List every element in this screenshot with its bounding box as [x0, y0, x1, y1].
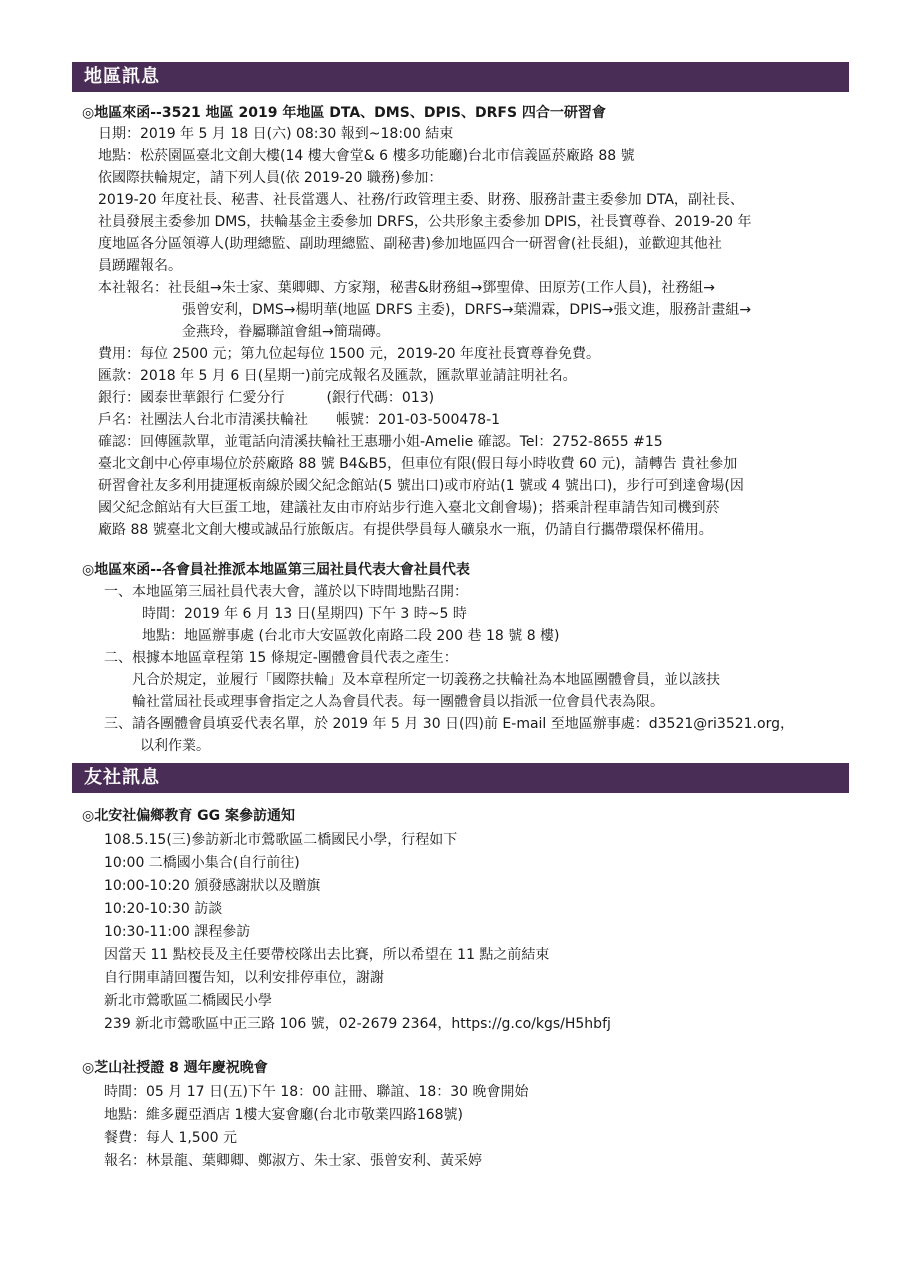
article-line: 張曾安利，DMS→楊明華(地區 DRFS 主委)，DRFS→葉淵霖，DPIS→張文進，服務計畫組→: [182, 302, 752, 318]
article-line: 費用：每位 2500 元；第九位起每位 1500 元，2019-20 年度社長寶尊眷免費。: [98, 346, 601, 362]
article-line: 凡合於規定，並履行「國際扶輪」及本章程所定一切義務之扶輪社為本地區團體會員，並以該扶: [132, 672, 720, 688]
article-line: 輪社當屆社長或理事會指定之人為會員代表。每一團體會員以指派一位會員代表為限。: [132, 694, 664, 710]
article-line: 一、本地區第三屆社員代表大會，謹於以下時間地點召開：: [104, 584, 468, 600]
article-line: 10:30-11:00 課程參訪: [104, 924, 251, 940]
article-line: 自行開車請回覆告知，以利安排停車位，謝謝: [104, 970, 384, 986]
article-line: 研習會社友多利用捷運板南線於國父紀念館站(5 號出口)或市府站(1 號或 4 號出口)，步行可到達會場(因: [98, 478, 744, 494]
article-title: ◎地區來函--各會員社推派本地區第三屆社員代表大會社員代表: [82, 562, 470, 578]
article-line: 10:00-10:20 頒發感謝狀以及贈旗: [104, 878, 321, 894]
article-line: 依國際扶輪規定，請下列人員(依 2019-20 職務)參加：: [98, 170, 443, 186]
article-line: 108.5.15(三)參訪新北市鶯歌區二橋國民小學，行程如下: [104, 832, 458, 848]
article-line: 廠路 88 號臺北文創大樓或誠品行旅飯店。有提供學員每人礦泉水一瓶，仍請自行攜帶環保杯備用。: [98, 522, 713, 538]
section-header-district-news: 地區訊息: [72, 62, 849, 92]
article-line: 銀行：國泰世華銀行 仁愛分行 (銀行代碼：013): [98, 390, 435, 406]
article-line: 餐費：每人 1,500 元: [104, 1130, 237, 1146]
article-line: 三、請各團體會員填妥代表名單，於 2019 年 5 月 30 日(四)前 E-mail 至地區辦事處：d3521@ri3521.org，: [104, 716, 794, 732]
article-line: 二、根據本地區章程第 15 條規定-團體會員代表之產生：: [104, 650, 458, 666]
article-line: 匯款：2018 年 5 月 6 日(星期一)前完成報名及匯款，匯款單並請註明社名。: [98, 368, 577, 384]
article-title: ◎北安社偏鄉教育 GG 案參訪通知: [82, 808, 295, 824]
section-header-club-news: 友社訊息: [72, 763, 849, 793]
article-line: 以利作業。: [140, 738, 210, 754]
article-line: 報名：林景龍、葉卿卿、鄭淑方、朱士家、張曾安利、黃采婷: [104, 1153, 482, 1169]
article-line: 員踴躍報名。: [98, 258, 182, 274]
article-line: 社員發展主委參加 DMS，扶輪基金主委參加 DRFS，公共形象主委參加 DPIS，社長寶尊眷、2019-20 年: [98, 214, 752, 230]
article-line: 因當天 11 點校長及主任要帶校隊出去比賽，所以希望在 11 點之前結束: [104, 947, 550, 963]
article-title: ◎地區來函--3521 地區 2019 年地區 DTA、DMS、DPIS、DRFS 四合一研習會: [82, 105, 606, 121]
article-line: 新北市鶯歌區二橋國民小學: [104, 993, 272, 1009]
article-line: 時間：05 月 17 日(五)下午 18：00 註冊、聯誼、18：30 晚會開始: [104, 1084, 529, 1100]
article-line: 戶名：社團法人台北市清溪扶輪社 帳號：201-03-500478-1: [98, 412, 501, 428]
article-line: 度地區各分區領導人(助理總監、副助理總監、副秘書)參加地區四合一研習會(社長組)，並歡迎其他社: [98, 236, 722, 252]
article-line: 國父紀念館站有大巨蛋工地，建議社友由市府站步行進入臺北文創會場)；搭乘計程車請告知司機到菸: [98, 500, 720, 516]
article-line: 時間：2019 年 6 月 13 日(星期四) 下午 3 時~5 時: [142, 606, 467, 622]
article-line: 地點：維多麗亞酒店 1樓大宴會廳(台北市敬業四路168號): [104, 1107, 464, 1123]
article-line: 確認：回傳匯款單，並電話向清溪扶輪社王惠珊小姐-Amelie 確認。Tel：2752-8655 #15: [98, 434, 663, 450]
article-line: 日期：2019 年 5 月 18 日(六) 08:30 報到~18:00 結束: [98, 126, 454, 142]
article-line: 10:20-10:30 訪談: [104, 901, 223, 917]
article-line: 地點：地區辦事處 (台北市大安區敦化南路二段 200 巷 18 號 8 樓): [142, 628, 560, 644]
article-line: 地點：松菸園區臺北文創大樓(14 樓大會堂& 6 樓多功能廳)台北市信義區菸廠路 88 號: [98, 148, 635, 164]
article-line: 10:00 二橋國小集合(自行前往): [104, 855, 300, 871]
article-line: 臺北文創中心停車場位於菸廠路 88 號 B4&B5，但車位有限(假日每小時收費 60 元)，請轉告 貴社參加: [98, 456, 738, 472]
article-line: 2019-20 年度社長、秘書、社長當選人、社務/行政管理主委、財務、服務計畫主委參加 DTA，副社長、: [98, 192, 744, 208]
article-title: ◎芝山社授證 8 週年慶祝晚會: [82, 1060, 268, 1076]
article-line: 本社報名：社長組→朱士家、葉卿卿、方家翔，秘書&財務組→鄧聖偉、田原芳(工作人員)，社務組→: [98, 280, 716, 296]
article-line: 金燕玲，眷屬聯誼會組→簡瑞磚。: [182, 324, 390, 340]
article-line: 239 新北市鶯歌區中正三路 106 號，02-2679 2364，https://g.co/kgs/H5hbfj: [104, 1016, 611, 1032]
